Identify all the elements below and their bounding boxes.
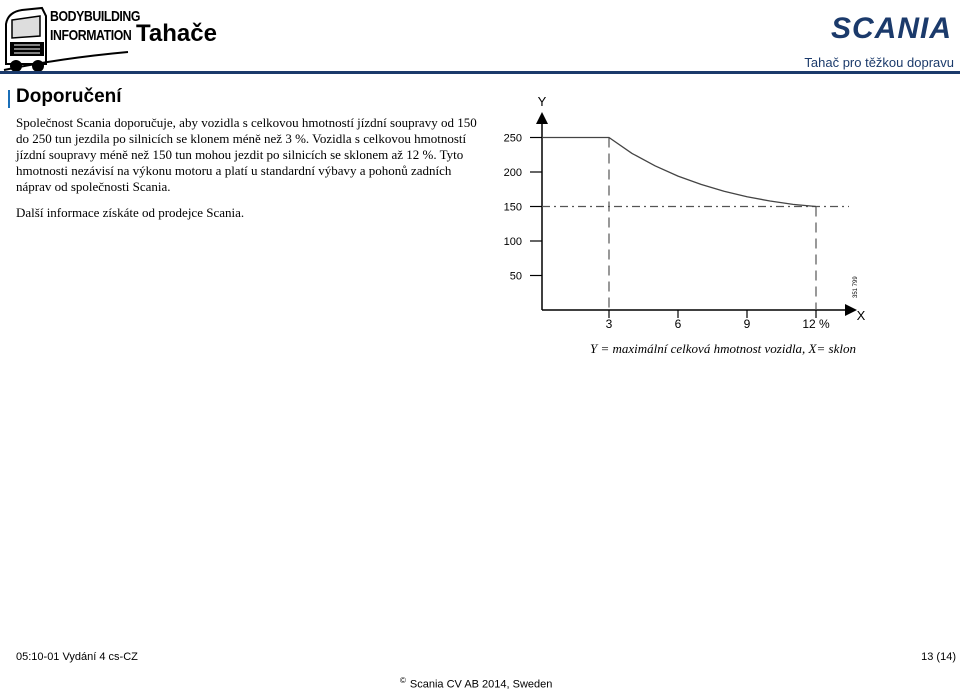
x-axis-label: X — [856, 308, 866, 323]
y-tick-label: 250 — [503, 132, 522, 145]
page-number: 13 (14) — [921, 651, 956, 663]
paragraph-more-info: Další informace získáte od prodejce Scania. — [16, 205, 245, 220]
page-title: Tahače — [136, 20, 217, 47]
series-line — [542, 138, 816, 207]
logo-text-bodybuilding: BODYBUILDING — [50, 8, 141, 25]
x-tick-label: 3 — [605, 317, 613, 331]
paragraph-recommendation: Společnost Scania doporučuje, aby vozidla s celkovou hmotností jízdní soupravy od 150 do 250 tun jezdila po silnicích se klonem méně než 3 %. Vozidla s celkovou hmotností jízdní soupravy méně než 150 tun mohou jezdit po silnicích se sklonem až 12 %. Tyto hmotnosti nezávisí na výkonu motoru a platí u standardní výbavy a pohonů zadních náprav od společnosti Scania. — [16, 115, 477, 194]
x-tick-label: 9 — [743, 317, 751, 331]
header-divider — [0, 71, 960, 74]
y-axis-label: Y — [537, 94, 547, 109]
section-title: Doporučení — [16, 86, 122, 107]
y-axis-arrow — [536, 112, 548, 124]
y-tick-label: 50 — [509, 270, 522, 283]
page-header — [0, 0, 960, 80]
x-axis-arrow — [845, 304, 857, 316]
bodybuilding-logo — [2, 2, 141, 74]
section-marker — [8, 90, 10, 108]
x-tick-label: 6 — [674, 317, 682, 331]
scania-logo: SCANIA — [830, 12, 952, 45]
document-subtitle: Tahač pro těžkou dopravu — [804, 55, 954, 70]
copyright — [400, 676, 552, 691]
document-id: 05:10-01 Vydání 4 cs-CZ — [16, 651, 138, 663]
y-tick-label: 100 — [503, 236, 522, 248]
x-tick-label: 12 % — [802, 317, 830, 331]
figure-id: 351 799 — [853, 276, 859, 298]
logo-text-information: INFORMATION — [50, 27, 132, 44]
weight-grade-chart — [490, 92, 890, 332]
copyright-symbol: © — [400, 676, 406, 685]
y-tick-label: 150 — [503, 201, 522, 214]
chart-caption: Y = maximální celková hmotnost vozidla, X= sklon — [590, 341, 856, 356]
copyright-text: Scania CV AB 2014, Sweden — [409, 678, 553, 691]
section-body — [16, 115, 478, 231]
y-tick-label: 200 — [503, 167, 522, 179]
